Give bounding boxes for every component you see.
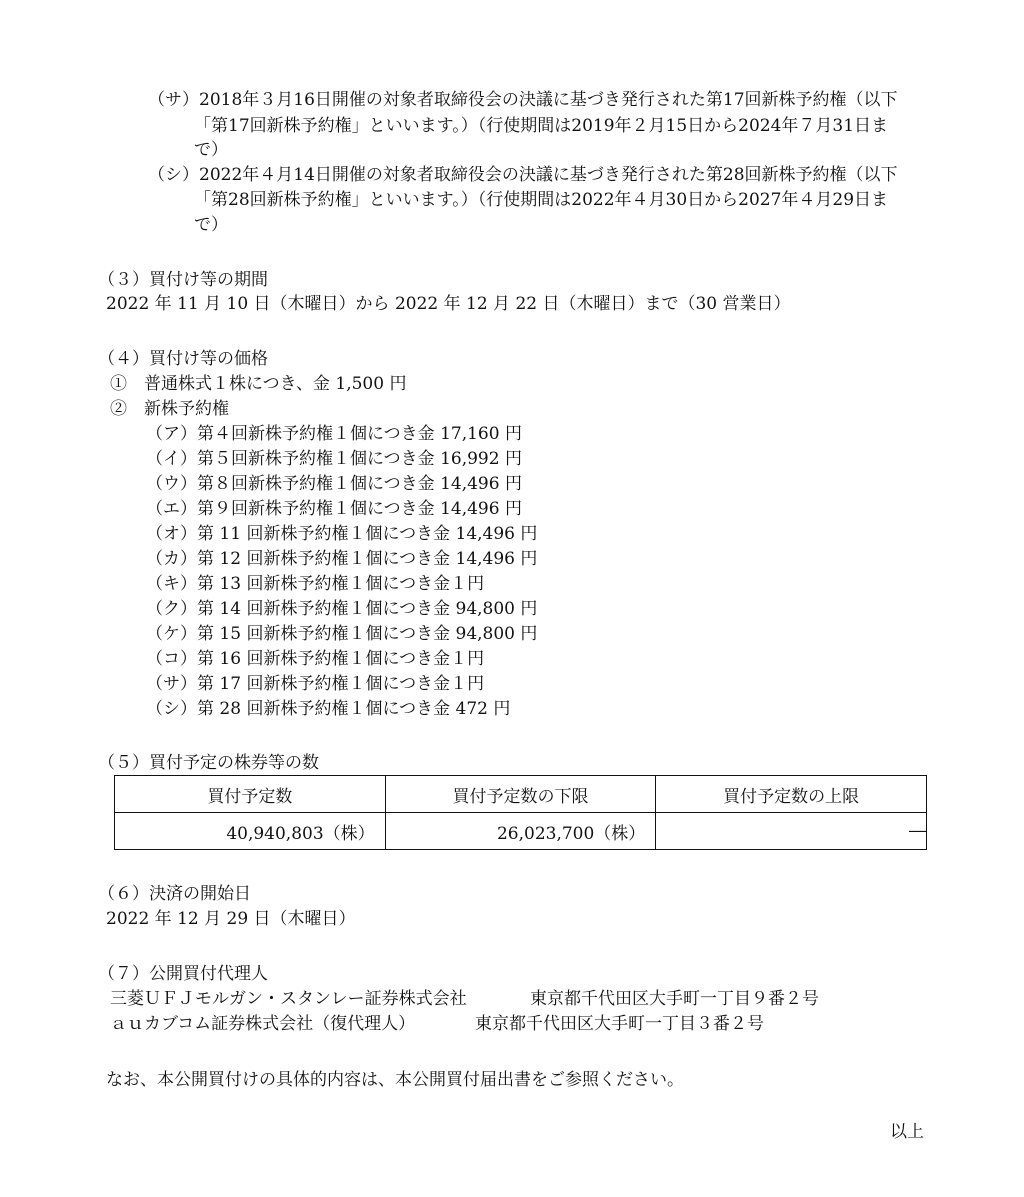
table-cell-minimum: 26,023,700（株）: [385, 813, 656, 850]
price-right-item: （ケ）第 15 回新株予約権１個につき金 94,800 円: [146, 624, 538, 644]
settlement-heading: （６）決済の開始日: [98, 884, 251, 904]
price-right-item: （ウ）第８回新株予約権１個につき金 14,496 円: [146, 474, 522, 494]
sa-item-line-2: 「第17回新株予約権」といいます。）（行使期間は2019年２月15日から2024年７月31日ま: [194, 116, 889, 136]
table-header-row: [115, 776, 927, 813]
table-header-cell: 買付予定数の上限: [656, 776, 927, 813]
agent-name: ａｕカブコム証券株式会社（復代理人）: [110, 1014, 416, 1034]
sa-item-line-1: （サ）2018年３月16日開催の対象者取締役会の決議に基づき発行された第17回新株予約権（以下: [148, 90, 898, 110]
shi-item-line-1: （シ）2022年４月14日開催の対象者取締役会の決議に基づき発行された第28回新株予約権（以下: [148, 165, 898, 185]
price-right-item: （ア）第４回新株予約権１個につき金 17,160 円: [146, 424, 522, 444]
price-right-item: （キ）第 13 回新株予約権１個につき金１円: [146, 574, 485, 594]
agent-address: 東京都千代田区大手町一丁目３番２号: [475, 1014, 764, 1034]
agent-heading: （７）公開買付代理人: [98, 964, 268, 984]
shares-heading: （５）買付予定の株券等の数: [98, 753, 319, 773]
shi-item-line-3: で）: [194, 215, 228, 235]
price-right-item: （イ）第５回新株予約権１個につき金 16,992 円: [146, 449, 522, 469]
shi-item-line-2: 「第28回新株予約権」といいます。）（行使期間は2022年４月30日から2027年４月29日ま: [194, 190, 889, 210]
price-right-item: （ク）第 14 回新株予約権１個につき金 94,800 円: [146, 599, 538, 619]
table-cell-maximum: ―: [656, 813, 927, 850]
note-text: なお、本公開買付けの具体的内容は、本公開買付届出書をご参照ください。: [106, 1070, 684, 1090]
price-common-stock: ① 普通株式１株につき、金 1,500 円: [110, 374, 407, 394]
sa-item-line-3: で）: [194, 140, 228, 160]
price-right-item: （コ）第 16 回新株予約権１個につき金１円: [146, 649, 485, 669]
price-rights-heading: ② 新株予約権: [110, 399, 229, 419]
agent-address: 東京都千代田区大手町一丁目９番２号: [530, 989, 819, 1009]
price-right-item: （カ）第 12 回新株予約権１個につき金 14,496 円: [146, 549, 538, 569]
price-right-item: （オ）第 11 回新株予約権１個につき金 14,496 円: [146, 524, 538, 544]
table-row: [115, 813, 927, 850]
price-right-item: （シ）第 28 回新株予約権１個につき金 472 円: [146, 699, 511, 719]
closing-text: 以上: [890, 1122, 924, 1142]
settlement-text: 2022 年 12 月 29 日（木曜日）: [106, 909, 356, 929]
price-right-item: （エ）第９回新株予約権１個につき金 14,496 円: [146, 499, 522, 519]
price-right-item: （サ）第 17 回新株予約権１個につき金１円: [146, 674, 485, 694]
table-header-cell: 買付予定数の下限: [385, 776, 656, 813]
period-heading: （３）買付け等の期間: [98, 270, 268, 290]
price-heading: （４）買付け等の価格: [98, 349, 268, 369]
period-text: 2022 年 11 月 10 日（木曜日）から 2022 年 12 月 22 日（木曜日）まで（30 営業日）: [106, 294, 791, 314]
shares-table: [114, 775, 927, 850]
table-header-cell: 買付予定数: [115, 776, 386, 813]
table-cell-planned: 40,940,803（株）: [115, 813, 386, 850]
agent-name: 三菱ＵＦＪモルガン・スタンレー証券株式会社: [110, 989, 467, 1009]
